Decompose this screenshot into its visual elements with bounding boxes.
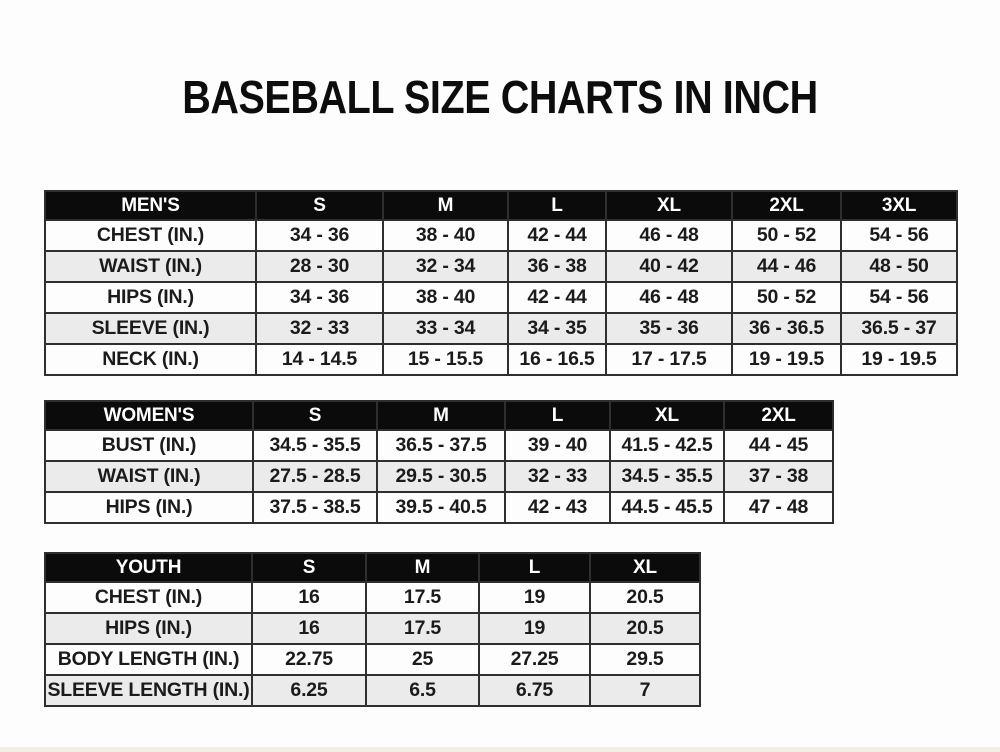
table-cell: 27.25 (479, 644, 590, 675)
table-cell: 6.25 (252, 675, 366, 706)
table-row (45, 313, 957, 344)
column-header: S (256, 191, 383, 220)
table-cell: 27.5 - 28.5 (253, 461, 377, 492)
table-row (45, 492, 833, 523)
table-cell: 20.5 (590, 582, 700, 613)
table-cell: 22.75 (252, 644, 366, 675)
table-cell: 6.75 (479, 675, 590, 706)
table-cell: 32 - 33 (505, 461, 610, 492)
table-row (45, 582, 700, 613)
table-cell: 34 - 35 (508, 313, 606, 344)
table-cell: 34 - 36 (256, 282, 383, 313)
table-cell: 19 - 19.5 (841, 344, 957, 375)
table-cell: 19 (479, 582, 590, 613)
womens-header-row (45, 401, 833, 430)
column-header: M (377, 401, 505, 430)
mens-size-table (44, 190, 958, 376)
column-header: XL (590, 553, 700, 582)
table-row (45, 430, 833, 461)
table-cell: 42 - 43 (505, 492, 610, 523)
column-header: L (505, 401, 610, 430)
column-header: S (252, 553, 366, 582)
table-cell: 20.5 (590, 613, 700, 644)
table-cell: 19 (479, 613, 590, 644)
table-cell: 37 - 38 (724, 461, 833, 492)
table-cell: 46 - 48 (606, 220, 732, 251)
womens-size-table (44, 400, 834, 524)
table-cell: 50 - 52 (732, 282, 841, 313)
row-label: WAIST (IN.) (45, 461, 253, 492)
row-label: BUST (IN.) (45, 430, 253, 461)
table-row (45, 613, 700, 644)
table-cell: 34 - 36 (256, 220, 383, 251)
table-cell: 48 - 50 (841, 251, 957, 282)
table-cell: 6.5 (366, 675, 479, 706)
table-cell: 42 - 44 (508, 282, 606, 313)
table-cell: 47 - 48 (724, 492, 833, 523)
table-cell: 54 - 56 (841, 282, 957, 313)
table-cell: 17.5 (366, 582, 479, 613)
table-cell: 35 - 36 (606, 313, 732, 344)
table-cell: 15 - 15.5 (383, 344, 508, 375)
table-cell: 17.5 (366, 613, 479, 644)
table-cell: 16 - 16.5 (508, 344, 606, 375)
column-header: L (508, 191, 606, 220)
table-cell: 29.5 - 30.5 (377, 461, 505, 492)
table-cell: 33 - 34 (383, 313, 508, 344)
table-cell: 38 - 40 (383, 220, 508, 251)
table-cell: 29.5 (590, 644, 700, 675)
table-row (45, 282, 957, 313)
row-label: CHEST (IN.) (45, 582, 252, 613)
row-label: HIPS (IN.) (45, 613, 252, 644)
column-header: 2XL (732, 191, 841, 220)
column-header: XL (606, 191, 732, 220)
column-header: L (479, 553, 590, 582)
table-row (45, 251, 957, 282)
page-title: BASEBALL SIZE CHARTS IN INCH (182, 71, 818, 123)
table-cell: 42 - 44 (508, 220, 606, 251)
table-cell: 34.5 - 35.5 (253, 430, 377, 461)
row-label: BODY LENGTH (IN.) (45, 644, 252, 675)
table-cell: 14 - 14.5 (256, 344, 383, 375)
row-label: SLEEVE (IN.) (45, 313, 256, 344)
row-label: NECK (IN.) (45, 344, 256, 375)
row-label: HIPS (IN.) (45, 492, 253, 523)
table-cell: 44 - 45 (724, 430, 833, 461)
table-cell: 38 - 40 (383, 282, 508, 313)
table-row (45, 344, 957, 375)
table-row (45, 461, 833, 492)
table-cell: 46 - 48 (606, 282, 732, 313)
row-label: SLEEVE LENGTH (IN.) (45, 675, 252, 706)
mens-header-row (45, 191, 957, 220)
table-cell: 16 (252, 582, 366, 613)
table-cell: 17 - 17.5 (606, 344, 732, 375)
table-cell: 32 - 33 (256, 313, 383, 344)
youth-header-row (45, 553, 700, 582)
table-cell: 39 - 40 (505, 430, 610, 461)
table-cell: 44.5 - 45.5 (610, 492, 724, 523)
table-cell: 25 (366, 644, 479, 675)
page-bottom-edge (0, 747, 1000, 752)
table-cell: 36 - 38 (508, 251, 606, 282)
table-cell: 16 (252, 613, 366, 644)
column-header: 3XL (841, 191, 957, 220)
table-cell: 54 - 56 (841, 220, 957, 251)
row-label: WAIST (IN.) (45, 251, 256, 282)
table-cell: 39.5 - 40.5 (377, 492, 505, 523)
column-header: XL (610, 401, 724, 430)
table-row (45, 220, 957, 251)
table-cell: 37.5 - 38.5 (253, 492, 377, 523)
table-cell: 34.5 - 35.5 (610, 461, 724, 492)
table-cell: 19 - 19.5 (732, 344, 841, 375)
row-label: CHEST (IN.) (45, 220, 256, 251)
column-header: M (383, 191, 508, 220)
table-title-header: MEN'S (45, 191, 256, 220)
column-header: S (253, 401, 377, 430)
table-cell: 41.5 - 42.5 (610, 430, 724, 461)
column-header: 2XL (724, 401, 833, 430)
table-cell: 36.5 - 37 (841, 313, 957, 344)
table-row (45, 675, 700, 706)
table-cell: 28 - 30 (256, 251, 383, 282)
table-cell: 40 - 42 (606, 251, 732, 282)
youth-size-table (44, 552, 701, 707)
table-cell: 32 - 34 (383, 251, 508, 282)
table-cell: 36.5 - 37.5 (377, 430, 505, 461)
table-title-header: WOMEN'S (45, 401, 253, 430)
table-row (45, 644, 700, 675)
table-title-header: YOUTH (45, 553, 252, 582)
table-cell: 50 - 52 (732, 220, 841, 251)
table-cell: 44 - 46 (732, 251, 841, 282)
table-cell: 7 (590, 675, 700, 706)
column-header: M (366, 553, 479, 582)
row-label: HIPS (IN.) (45, 282, 256, 313)
table-cell: 36 - 36.5 (732, 313, 841, 344)
